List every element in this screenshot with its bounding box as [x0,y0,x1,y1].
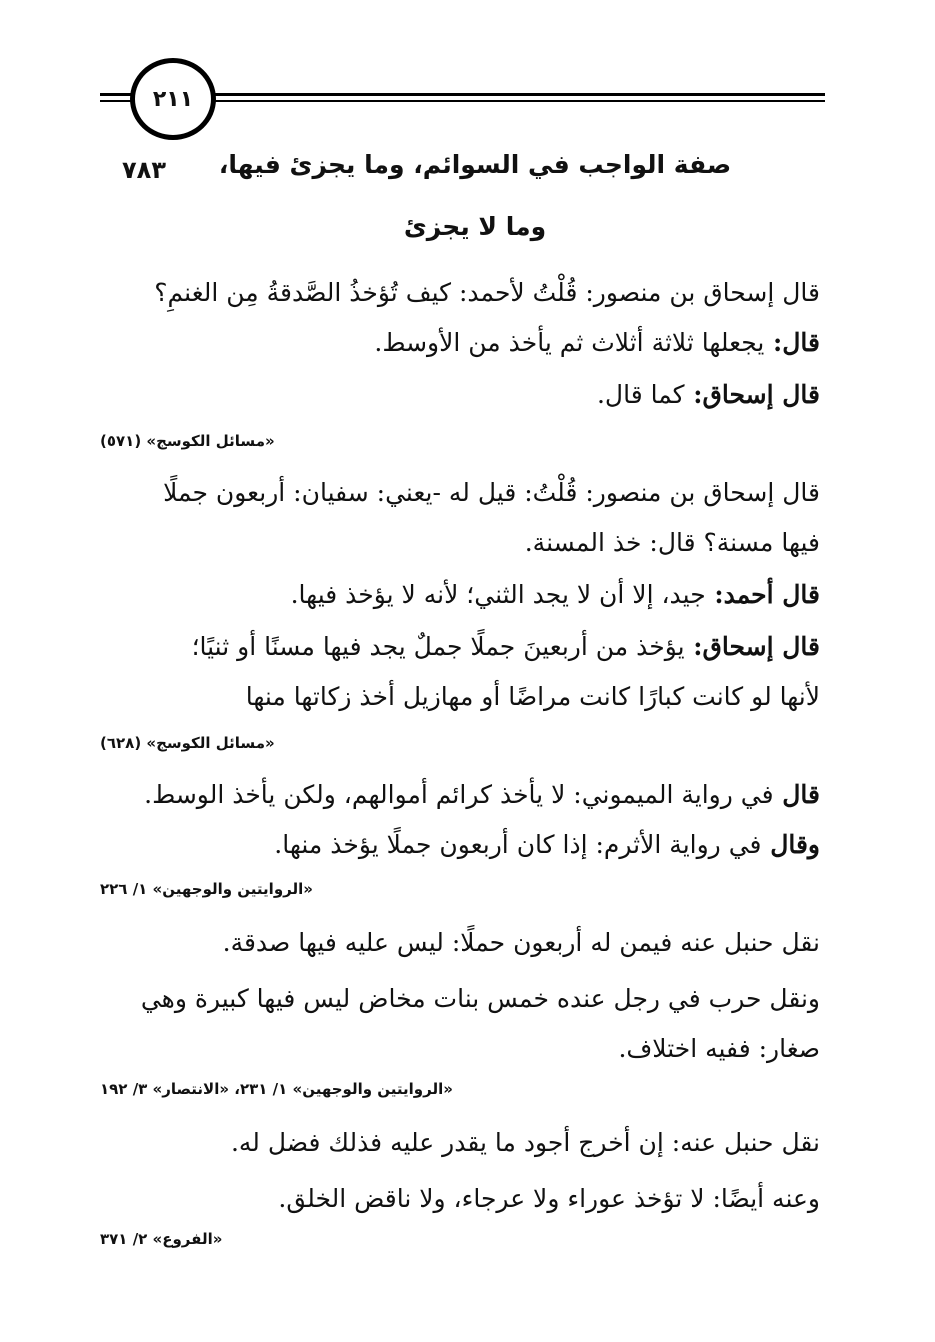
text-line: قال إسحاق: يؤخذ من أربعينَ جملًا جملٌ يجد فيها مسنًا أو ثنيًا؛ [191,632,820,661]
entry-number: ٧٨٣ [122,156,166,184]
source-citation: «الفروع» ٢/ ٣٧١ [100,1230,223,1248]
text-line: ونقل حرب في رجل عنده خمس بنات مخاض ليس فيها كبيرة وهي [140,984,820,1013]
text-line: نقل حنبل عنه: إن أخرج أجود ما يقدر عليه فذلك فضل له. [230,1128,820,1157]
text-line: صغار: ففيه اختلاف. [618,1034,820,1063]
text-line: قال إسحاق بن منصور: قُلْتُ لأحمد: كيف تُؤخذُ الصَّدقةُ مِن الغنمِ؟ [154,278,820,307]
text-line: قال في رواية الميموني: لا يأخذ كرائم أموالهم، ولكن يأخذ الوسط. [144,780,820,809]
page-number: ٢١١ [130,58,216,140]
text-line: لأنها لو كانت كبارًا كانت مراضًا أو مهازيل أخذ زكاتها منها [245,682,820,711]
text-line: وقال في رواية الأثرم: إذا كان أربعون جملًا يؤخذ منها. [274,830,820,859]
text-line: قال أحمد: جيد، إلا أن لا يجد الثني؛ لأنه لا يؤخذ فيها. [290,580,820,609]
text-line: نقل حنبل عنه فيمن له أربعون حملًا: ليس عليه فيها صدقة. [222,928,820,957]
text-line: فيها مسنة؟ قال: خذ المسنة. [524,528,820,557]
source-citation: «مسائل الكوسج» (٦٢٨) [100,734,275,752]
text-line: قال إسحاق بن منصور: قُلْتُ: قيل له -يعني: سفيان: أربعون جملًا [163,478,820,507]
entry-title-line-2: وما لا يجزئ [403,212,547,241]
source-citation: «الروايتين والوجهين» ١/ ٢٣١، «الانتصار» ٣/ ١٩٢ [100,1080,453,1098]
text-line: وعنه أيضًا: لا تؤخذ عوراء ولا عرجاء، ولا ناقض الخلق. [278,1184,820,1213]
source-citation: «الروايتين والوجهين» ١/ ٢٢٦ [100,880,313,898]
entry-title-line-1: صفة الواجب في السوائم، وما يجزئ فيها، [218,150,732,179]
text-line: قال: يجعلها ثلاثة أثلاث ثم يأخذ من الأوسط. [374,328,820,357]
source-citation: «مسائل الكوسج» (٥٧١) [100,432,275,450]
text-line: قال إسحاق: كما قال. [596,380,820,409]
